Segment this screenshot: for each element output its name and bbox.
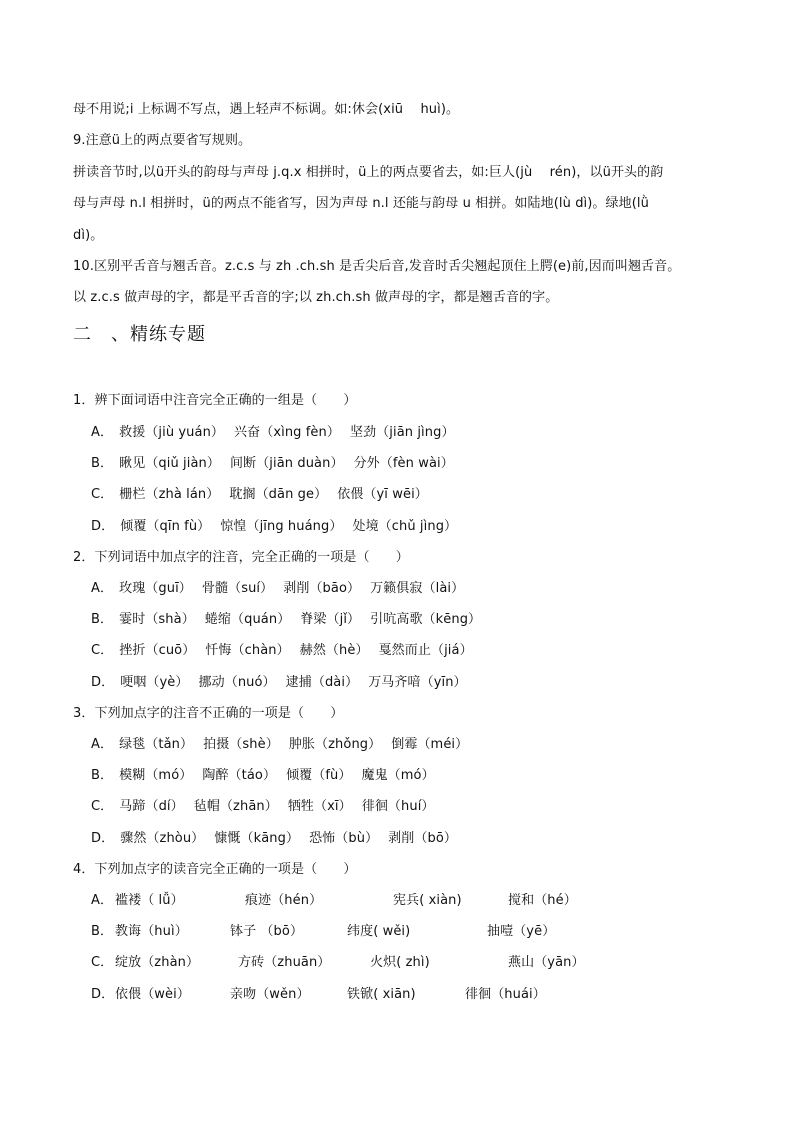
option-item: 逮捕（dài） — [285, 675, 359, 690]
option-item: 万籁俱寂（lài） — [370, 581, 465, 596]
option-label: D． — [91, 675, 115, 690]
option-item: 脊梁（jǐ） — [300, 612, 361, 627]
question-option — [91, 799, 445, 815]
option-item: 模糊（mó） — [119, 768, 193, 783]
option-item: 抽噎（yē） — [487, 924, 556, 939]
question-stem: 3．下列加点字的注音不正确的一项是（ ） — [73, 706, 344, 721]
option-item: 忏悔（chàn） — [205, 643, 290, 658]
option-item: 瞅见（qiǔ jiàn） — [119, 456, 220, 471]
option-label: C． — [91, 955, 114, 970]
question-option — [91, 612, 491, 628]
option-item: 宪兵( xiàn) — [393, 893, 462, 908]
option-item: 骨髓（suí） — [201, 581, 274, 596]
question-option — [91, 831, 467, 847]
question-stem: 2．下列词语中加点字的注音，完全正确的一项是（ ） — [73, 550, 409, 565]
option-item: 陶醉（táo） — [202, 768, 277, 783]
option-item: 亲吻（wěn） — [230, 987, 310, 1002]
option-item: 剥削（bō） — [388, 831, 457, 846]
option-item: 骤然（zhòu） — [120, 831, 205, 846]
option-item: 徘徊（huái） — [465, 987, 546, 1002]
option-item: 铁锨( xiān) — [347, 987, 416, 1002]
option-label: D． — [91, 831, 115, 846]
intro-line: 母不用说;i 上标调不写点，遇上轻声不标调。如:休会(xiū huì)。 — [73, 102, 460, 117]
option-item: 蜷缩（quán） — [204, 612, 291, 627]
option-item: 戛然而止（jiá） — [378, 643, 473, 658]
option-item: 马蹄（dí） — [119, 799, 184, 814]
intro-line: 9.注意ü上的两点要省写规则。 — [73, 133, 252, 148]
option-label: B． — [91, 612, 114, 627]
option-label: A． — [91, 737, 114, 752]
option-label: A． — [91, 425, 114, 440]
option-item: 搅和（hé） — [508, 893, 577, 908]
option-item: 玫瑰（guī） — [119, 581, 192, 596]
question-option — [91, 425, 465, 441]
option-label: A． — [91, 581, 114, 596]
option-item: 肿胀（zhǒng） — [288, 737, 382, 752]
option-item: 教诲（huì） — [115, 924, 188, 939]
question-option — [91, 487, 438, 503]
option-item: 引吭高歌（kēng） — [370, 612, 482, 627]
option-item: 剥削（bāo） — [283, 581, 361, 596]
option-item: 魔鬼（mó） — [361, 768, 435, 783]
option-item: 毡帽（zhān） — [193, 799, 278, 814]
option-item: 赫然（hè） — [299, 643, 369, 658]
option-item: 牺牲（xī） — [287, 799, 352, 814]
option-item: 哽咽（yè） — [120, 675, 189, 690]
option-label: C． — [91, 643, 114, 658]
question-stem: 4．下列加点字的读音完全正确的一项是（ ） — [73, 862, 357, 877]
question-option — [91, 737, 478, 753]
option-item: 徘徊（huí） — [361, 799, 435, 814]
question-stem: 1．辨下面词语中注音完全正确的一组是（ ） — [73, 393, 357, 408]
option-item: 倾覆（qīn fù） — [120, 519, 211, 534]
option-item: 钵子 （bō） — [230, 924, 304, 939]
option-item: 纬度( wěi) — [347, 924, 411, 939]
option-item: 救援（jiù yuán） — [119, 425, 225, 440]
option-label: C． — [91, 799, 114, 814]
option-label: A． — [91, 893, 114, 908]
option-item: 拍摄（shè） — [203, 737, 279, 752]
option-item: 挪动（nuó） — [198, 675, 276, 690]
option-item: 分外（fèn wài） — [353, 456, 454, 471]
option-item: 惊惶（jīng huáng） — [220, 519, 343, 534]
question-option — [91, 519, 467, 535]
option-item: 坚劲（jiān jìng） — [349, 425, 455, 440]
intro-line: 10.区别平舌音与翘舌音。z.c.s 与 zh .ch.sh 是舌尖后音,发音时舌尖翘起顶住上腭(e)前,因而叫翘舌音。 — [73, 259, 681, 274]
option-label: D． — [91, 519, 115, 534]
option-item: 挫折（cuō） — [119, 643, 196, 658]
option-item: 褴褛（ lǚ） — [115, 893, 184, 908]
option-item: 痕迹（hén） — [245, 893, 323, 908]
option-label: B． — [91, 924, 114, 939]
option-item: 依偎（wèi） — [115, 987, 190, 1002]
option-item: 万马齐喑（yīn） — [368, 675, 467, 690]
option-item: 燕山（yān） — [508, 955, 585, 970]
option-item: 倾覆（fù） — [286, 768, 352, 783]
question-option — [91, 581, 474, 597]
option-item: 绿毯（tǎn） — [119, 737, 194, 752]
intro-line: 母与声母 n.l 相拼时，ü的两点不能省写，因为声母 n.l 还能与韵母 u 相拼。如陆地(lù dì)。绿地(lǜ — [73, 196, 649, 211]
question-option — [91, 456, 464, 472]
option-item: 间断（jiān duàn） — [230, 456, 344, 471]
section-heading: 二 、精练专题 — [73, 324, 206, 345]
option-item: 火炽( zhì) — [370, 955, 430, 970]
intro-line: 以 z.c.s 做声母的字，都是平舌音的字;以 zh.ch.sh 做声母的字，都是翘舌音的字。 — [73, 290, 559, 305]
option-item: 兴奋（xìng fèn） — [234, 425, 340, 440]
intro-line: dì)。 — [73, 228, 104, 243]
option-item: 倒霉（méi） — [391, 737, 469, 752]
option-label: D． — [91, 987, 115, 1002]
option-item: 霎时（shà） — [119, 612, 195, 627]
option-label: C． — [91, 487, 114, 502]
option-label: B． — [91, 768, 114, 783]
intro-line: 拼读音节时,以ü开头的韵母与声母 j.q.x 相拼时，ü上的两点要省去，如:巨人(jù rén)，以ü开头的韵 — [73, 165, 664, 180]
option-item: 慷慨（kāng） — [214, 831, 300, 846]
option-item: 处境（chǔ jìng） — [352, 519, 458, 534]
option-item: 依偎（yī wēi） — [337, 487, 428, 502]
question-option — [91, 768, 445, 784]
question-option — [91, 675, 477, 691]
option-item: 栅栏（zhà lán） — [119, 487, 220, 502]
option-item: 恐怖（bù） — [309, 831, 379, 846]
option-item: 方砖（zhuān） — [238, 955, 331, 970]
question-option — [91, 643, 483, 659]
option-item: 绽放（zhàn） — [115, 955, 200, 970]
option-label: B． — [91, 456, 114, 471]
option-item: 耽搁（dān ge） — [229, 487, 328, 502]
